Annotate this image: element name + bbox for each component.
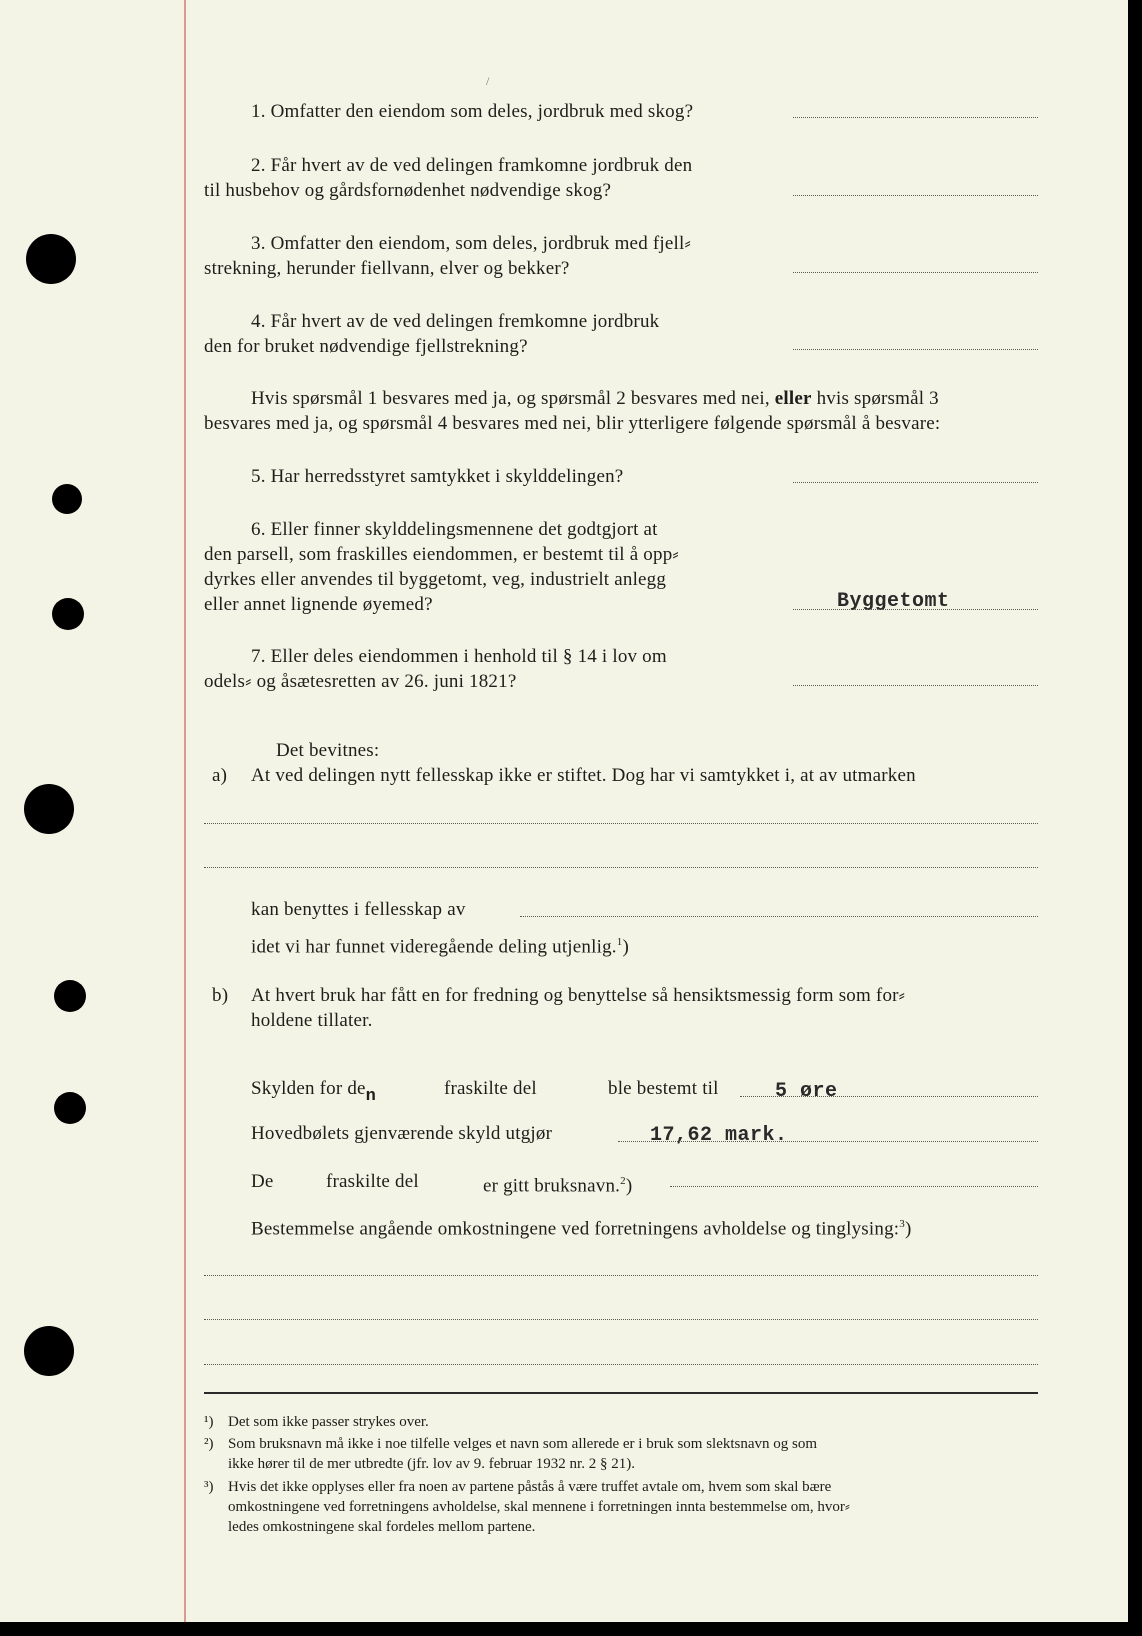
tax-label-text: Skylden for de <box>251 1078 366 1099</box>
margin-line <box>184 0 186 1622</box>
footnote-text: omkostningene ved forretningens avholdelse, skal mennene i forretningen innta bestemmelse om, hvor⸗ <box>228 1499 850 1515</box>
footnote-ref-close: ) <box>622 936 629 958</box>
question-text: til husbehov og gårdsfornødenhet nødvendige skog? <box>204 180 612 201</box>
footnote-text: Som bruksnavn må ikke i noe tilfelle velges et navn som allerede er i bruk som slektsnavn og som <box>228 1436 818 1452</box>
answer-line-3 <box>793 272 1038 273</box>
footnote-ref: 1 <box>616 936 623 948</box>
footnote-ref: 3 <box>899 1218 905 1230</box>
question-text: strekning, herunder fiellvann, elver og bekker? <box>204 258 570 279</box>
answer-6-value: Byggetomt <box>837 590 950 613</box>
footnote-ref-close: ) <box>625 1175 633 1197</box>
question-text: 3. Omfatter den eiendom, som deles, jordbruk med fjell⸗ <box>251 233 691 254</box>
footnote-ref-close: ) <box>904 1218 912 1240</box>
certification-heading: Det bevitnes: <box>276 740 380 761</box>
question-text: den parsell, som fraskilles eiendommen, er bestemt til å opp⸗ <box>204 544 679 565</box>
footnote-text: ledes omkostningene skal fordeles mellom partene. <box>228 1519 536 1535</box>
division-text: idet vi har funnet videregående deling utjenlig. <box>251 936 617 958</box>
footnote-mark: ²) <box>204 1436 214 1452</box>
clause-b-line: holdene tillater. <box>251 1010 373 1031</box>
question-text: 4. Får hvert av de ved delingen fremkomne jordbruk <box>251 311 660 332</box>
main-tax-value: 17,62 mark. <box>650 1124 788 1147</box>
tax-label-part: fraskilte del <box>444 1078 537 1099</box>
footnote-mark: ¹) <box>204 1414 214 1430</box>
name-label-text: er gitt bruksnavn. <box>483 1175 621 1197</box>
cost-line <box>204 1364 1038 1365</box>
cost-label <box>251 1212 912 1241</box>
handwritten-n: n <box>365 1087 377 1106</box>
conditional-text: hvis spørsmål 3 <box>811 388 939 409</box>
question-6 <box>204 517 790 617</box>
clause-a-line <box>204 823 1038 824</box>
punch-hole <box>24 1326 74 1376</box>
footnote-ref: 2 <box>620 1175 626 1187</box>
main-tax-label: Hovedbølets gjenværende skyld utgjør <box>251 1123 553 1144</box>
cost-label-text: Bestemmelse angående omkostningene ved forretningens avholdelse og tinglysing: <box>251 1218 900 1240</box>
question-text: odels⸗ og åsætesretten av 26. juni 1821? <box>204 671 517 692</box>
name-label-part <box>483 1169 632 1198</box>
answer-line-5 <box>793 482 1038 483</box>
question-7 <box>204 644 790 694</box>
footnote-mark: ³) <box>204 1479 214 1495</box>
footnote-3 <box>204 1477 1038 1537</box>
question-text: 7. Eller deles eiendommen i henhold til § 14 i lov om <box>251 646 667 667</box>
conditional-line-1 <box>204 386 1038 411</box>
punch-hole <box>54 1092 86 1124</box>
clause-a-label: a) <box>212 765 228 786</box>
punch-hole <box>54 980 86 1012</box>
cost-line <box>204 1275 1038 1276</box>
shared-use-label: kan benyttes i fellesskap av <box>251 899 466 920</box>
question-3 <box>204 231 790 281</box>
question-text: 1. Omfatter den eiendom som deles, jordbruk med skog? <box>251 101 694 122</box>
question-2 <box>204 153 790 203</box>
tax-line <box>740 1096 1038 1097</box>
conditional-text: Hvis spørsmål 1 besvares med ja, og spørsmål 2 besvares med nei, <box>251 388 775 409</box>
tax-label <box>251 1076 377 1106</box>
question-text: 5. Har herredsstyret samtykket i skylddelingen? <box>251 466 624 487</box>
question-4 <box>204 309 790 359</box>
footnote-1 <box>204 1412 1038 1432</box>
clause-a-line <box>204 867 1038 868</box>
punch-hole <box>52 598 84 630</box>
question-1 <box>251 99 791 124</box>
answer-line-2 <box>793 195 1038 196</box>
conditional-emphasis: eller <box>774 388 812 409</box>
main-tax-line <box>618 1141 1038 1142</box>
question-text: 2. Får hvert av de ved delingen framkomne jordbruk den <box>251 155 693 176</box>
answer-line-4 <box>793 349 1038 350</box>
punch-hole <box>26 234 76 284</box>
footnote-divider <box>204 1392 1038 1394</box>
footnote-text: Det som ikke passer strykes over. <box>228 1414 429 1430</box>
footnote-text: ikke hører til de mer utbredte (jfr. lov av 9. februar 1932 nr. 2 § 21). <box>228 1456 635 1472</box>
tax-value: 5 øre <box>775 1080 838 1103</box>
clause-b-line: At hvert bruk har fått en for fredning og benyttelse så hensiktsmessig form som for⸗ <box>251 985 906 1006</box>
footnote-text: Hvis det ikke opplyses eller fra noen av partene påstås å være truffet avtale om, hvem som skal bære <box>228 1479 832 1495</box>
punch-hole <box>24 784 74 834</box>
question-5 <box>251 464 791 489</box>
footnote-2 <box>204 1434 1038 1474</box>
question-text: eller annet lignende øyemed? <box>204 594 433 615</box>
division-statement <box>251 930 629 959</box>
clause-b-label: b) <box>212 985 229 1006</box>
conditional-paragraph <box>204 386 1038 436</box>
answer-line-1 <box>793 117 1038 118</box>
name-label-part: De <box>251 1171 274 1192</box>
clause-a-text: At ved delingen nytt fellesskap ikke er stiftet. Dog har vi samtykket i, at av utmarken <box>251 765 916 786</box>
name-line <box>670 1186 1038 1187</box>
answer-line-7 <box>793 685 1038 686</box>
conditional-line-2: besvares med ja, og spørsmål 4 besvares med nei, blir ytterligere følgende spørsmål å besvare: <box>204 413 941 434</box>
clause-b-text <box>251 983 1038 1033</box>
question-text: den for bruket nødvendige fjellstrekning? <box>204 336 528 357</box>
shared-use-line <box>520 916 1038 917</box>
answer-line-6 <box>793 609 1038 610</box>
question-text: 6. Eller finner skylddelingsmennene det godtgjort at <box>251 519 658 540</box>
punch-hole <box>52 484 82 514</box>
question-text: dyrkes eller anvendes til byggetomt, veg, industrielt anlegg <box>204 569 667 590</box>
tax-label-part: ble bestemt til <box>608 1078 719 1099</box>
cost-line <box>204 1319 1038 1320</box>
pencil-mark: / <box>486 74 490 88</box>
name-label-part: fraskilte del <box>326 1171 419 1192</box>
